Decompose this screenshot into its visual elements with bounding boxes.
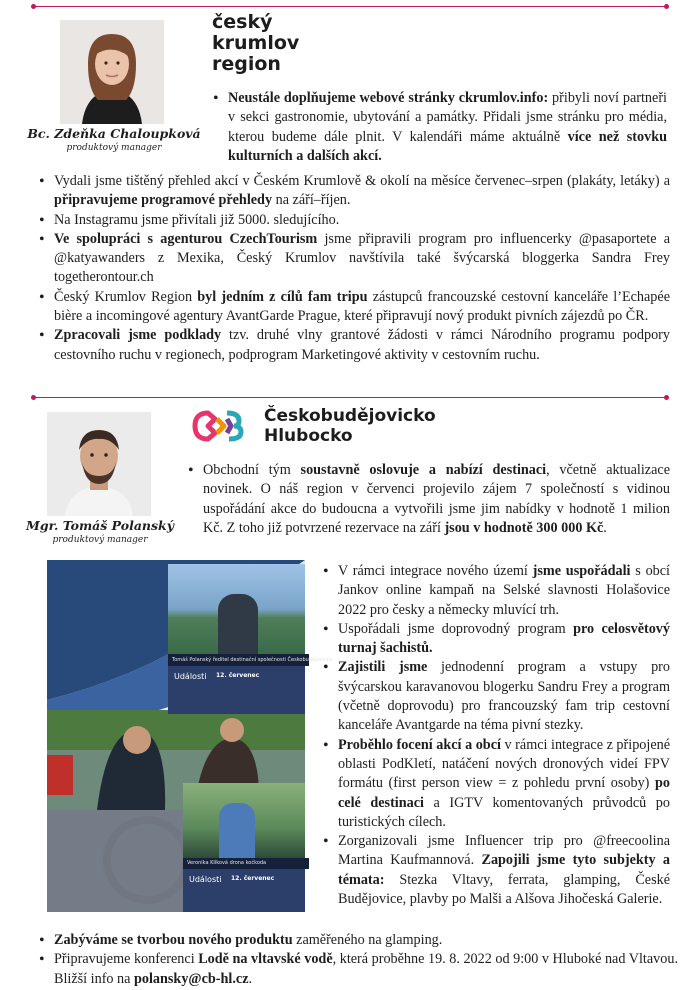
text-run: V rámci integrace nového území — [338, 563, 533, 579]
text-run: , která proběhne 19. 8. 2022 od 9:00 v Hluboké nad Vltavou. Bližší info na — [54, 951, 678, 987]
text-run: jednodenní program a vstupy pro švýcarskou karavanovou blogerku Sandru Frey a program (včetně doprovodu) pro francouzský fam trip cestovní kanceláře Avantgarde na téma pivní stezky. — [338, 659, 670, 734]
bold-text: více než stovku kulturních a dalších akcí. — [228, 128, 667, 164]
text-run: přibyli noví partneři v sekci gastronomie, ubytování a památky. Přidali jsme stránku pro média, kterou budeme dále plnit. V kalendáři máme aktuálně — [228, 90, 667, 145]
bold-text: Zpracovali jsme podklady — [54, 327, 222, 344]
bold-text: polansky@cb-hl.cz — [134, 970, 249, 987]
bold-text: Zapojili jsme tyto subjekty a témata: — [338, 852, 671, 888]
text-run: zástupců francouzské cestovní kanceláře l’Echapée bière a incomingové agentury AvantGarde Prague, které připravují nový produkt pivních zájezdů po ČR. — [54, 288, 670, 325]
tv-tag: Události — [189, 875, 222, 884]
brand-line: Českobudějovicko — [264, 406, 436, 426]
list-item — [34, 288, 670, 327]
text-run: zaměřeného na glamping. — [292, 932, 443, 948]
text-run: Zorganizovali jsme Influencer trip pro @freecoolina Martina Kaufmannová. — [338, 833, 670, 869]
tv-caption: Veronika Klíková drona kočkoda — [183, 858, 309, 869]
tv-screenshot — [168, 564, 333, 714]
brand-line: region — [212, 53, 281, 75]
text-run: jsme připravili program pro influencerky @pasaportete a @katyawanders z Mexika, Český Krumlov navštívila také švýcarská bloggerka Sandra Frey togetherontour.ch — [54, 230, 671, 286]
text-run: , včetně aktualizace novinek. O náš region v červenci projevilo zájem 7 společností s vidinou uspořádání akce do budoucna a vytvořili jsme jim nabídky v hodnotě 1 milion Kč. Z toho již potvrzené rezervace na září — [203, 462, 670, 536]
text-run: Připravujeme konferenci — [54, 951, 199, 968]
list-item — [318, 832, 670, 909]
list-item — [34, 931, 678, 950]
list-item — [318, 658, 670, 735]
text-run: Obchodní tým — [203, 462, 301, 478]
text-run: . — [248, 970, 253, 987]
bold-text: jsme uspořádali — [532, 563, 631, 579]
bold-text: Zajistili jsme — [338, 659, 428, 676]
bold-text: Proběhlo focení akcí a obcí — [338, 736, 501, 753]
bold-text: soustavně oslovuje a nabízí destinaci — [300, 462, 547, 478]
avatar-polansky — [47, 412, 151, 516]
text-run: . — [603, 519, 607, 536]
section2-top-list — [183, 461, 670, 538]
text-run: tzv. druhé vlny grantové žádosti v rámci Národního programu podpory cestovního ruchu v regionech, podprogram Marketingové aktivity v cestovním ruchu. — [54, 327, 670, 363]
portrait-photo — [60, 20, 164, 124]
section1-list — [34, 172, 670, 365]
text-run: Vydali jsme tištěný přehled akcí v Českém Krumlově & okolí na měsíce červenec–srpen (plakáty, letáky) a — [54, 173, 670, 189]
bold-text: Ve spolupráci s agenturou CzechTourism — [54, 230, 318, 247]
tv-caption: Tomáš Polanský ředitel destinační společnosti Českobudějovicko — [168, 654, 309, 666]
list-item — [318, 620, 670, 659]
presenter — [218, 594, 258, 654]
text-run: s obcí Jankov online kampaň na Selské slavnosti Holašovice 2022 pro česky a německy mluvící trh. — [338, 563, 670, 618]
photo-collage — [47, 560, 333, 912]
bold-text: jsou v hodnotě 300 000 Kč — [444, 519, 604, 536]
tv-tag: Události — [174, 672, 207, 681]
bold-text: Lodě na vltavské vodě — [198, 951, 333, 968]
list-item — [34, 172, 670, 211]
avatar-chaloupkova — [60, 20, 164, 124]
brand-line: Hlubocko — [264, 426, 353, 446]
brand-cesky-krumlov-region — [212, 12, 299, 75]
brand-line: krumlov — [212, 32, 300, 54]
section2-bottom-list — [34, 931, 678, 989]
text-run: na září–říjen. — [272, 192, 351, 209]
list-item — [318, 736, 670, 832]
list-item — [34, 326, 670, 365]
text-run: Na Instagramu jsme přivítali již 5000. sledujícího. — [54, 211, 340, 228]
text-run: Uspořádali jsme doprovodný program — [338, 620, 574, 637]
person-name: Bc. Zdeňka Chaloupková — [27, 126, 201, 141]
text-run: Stezka Vltavy, ferrata, glamping, České Budějovice, plavby po Malši a Alšova Jihočeská Galerie. — [338, 871, 670, 908]
bold-text: Zabýváme se tvorbou nového produktu — [54, 932, 293, 948]
list-item — [34, 211, 670, 230]
bold-text: po celé destinaci — [338, 775, 670, 811]
brand-ceskobudejovicko-hlubocko — [264, 406, 436, 446]
person-role: produktový manager — [66, 143, 162, 153]
section1-top-list — [208, 89, 667, 166]
presenter — [219, 803, 255, 858]
text-run: v rámci integrace z připojené oblasti PodKletí, natáčení nových dronových videí FPV formátu (first person view = z pohledu první osoby) — [338, 736, 671, 792]
tv-screenshot — [183, 783, 305, 912]
tv-date: 12. červenec — [231, 875, 275, 882]
text-run: Český Krumlov Region — [54, 288, 198, 305]
section2-side-list — [318, 562, 670, 909]
list-item — [183, 461, 670, 538]
list-item — [208, 89, 667, 166]
list-item — [34, 950, 678, 989]
bold-text: pro celosvětový turnaj šachistů. — [338, 620, 670, 657]
section-divider — [34, 397, 666, 398]
tv-date: 12. červenec — [216, 672, 260, 679]
portrait-photo — [47, 412, 151, 516]
bold-text: byl jedním z cílů fam tripu — [197, 288, 368, 305]
bold-text: Neustále doplňujeme webové stránky ckrumlov.info: — [228, 90, 549, 106]
list-item — [34, 230, 670, 288]
list-item — [318, 562, 670, 620]
person-name: Mgr. Tomáš Polanský — [26, 518, 174, 533]
cbh-logo-icon — [191, 409, 253, 443]
top-divider — [34, 6, 666, 7]
text-run: a IGTV komentovaných průvodců po turistických cílech. — [338, 794, 670, 830]
brand-line: český — [212, 11, 273, 33]
bold-text: připravujeme programové přehledy — [54, 192, 273, 209]
person-role: produktový manager — [52, 535, 148, 545]
